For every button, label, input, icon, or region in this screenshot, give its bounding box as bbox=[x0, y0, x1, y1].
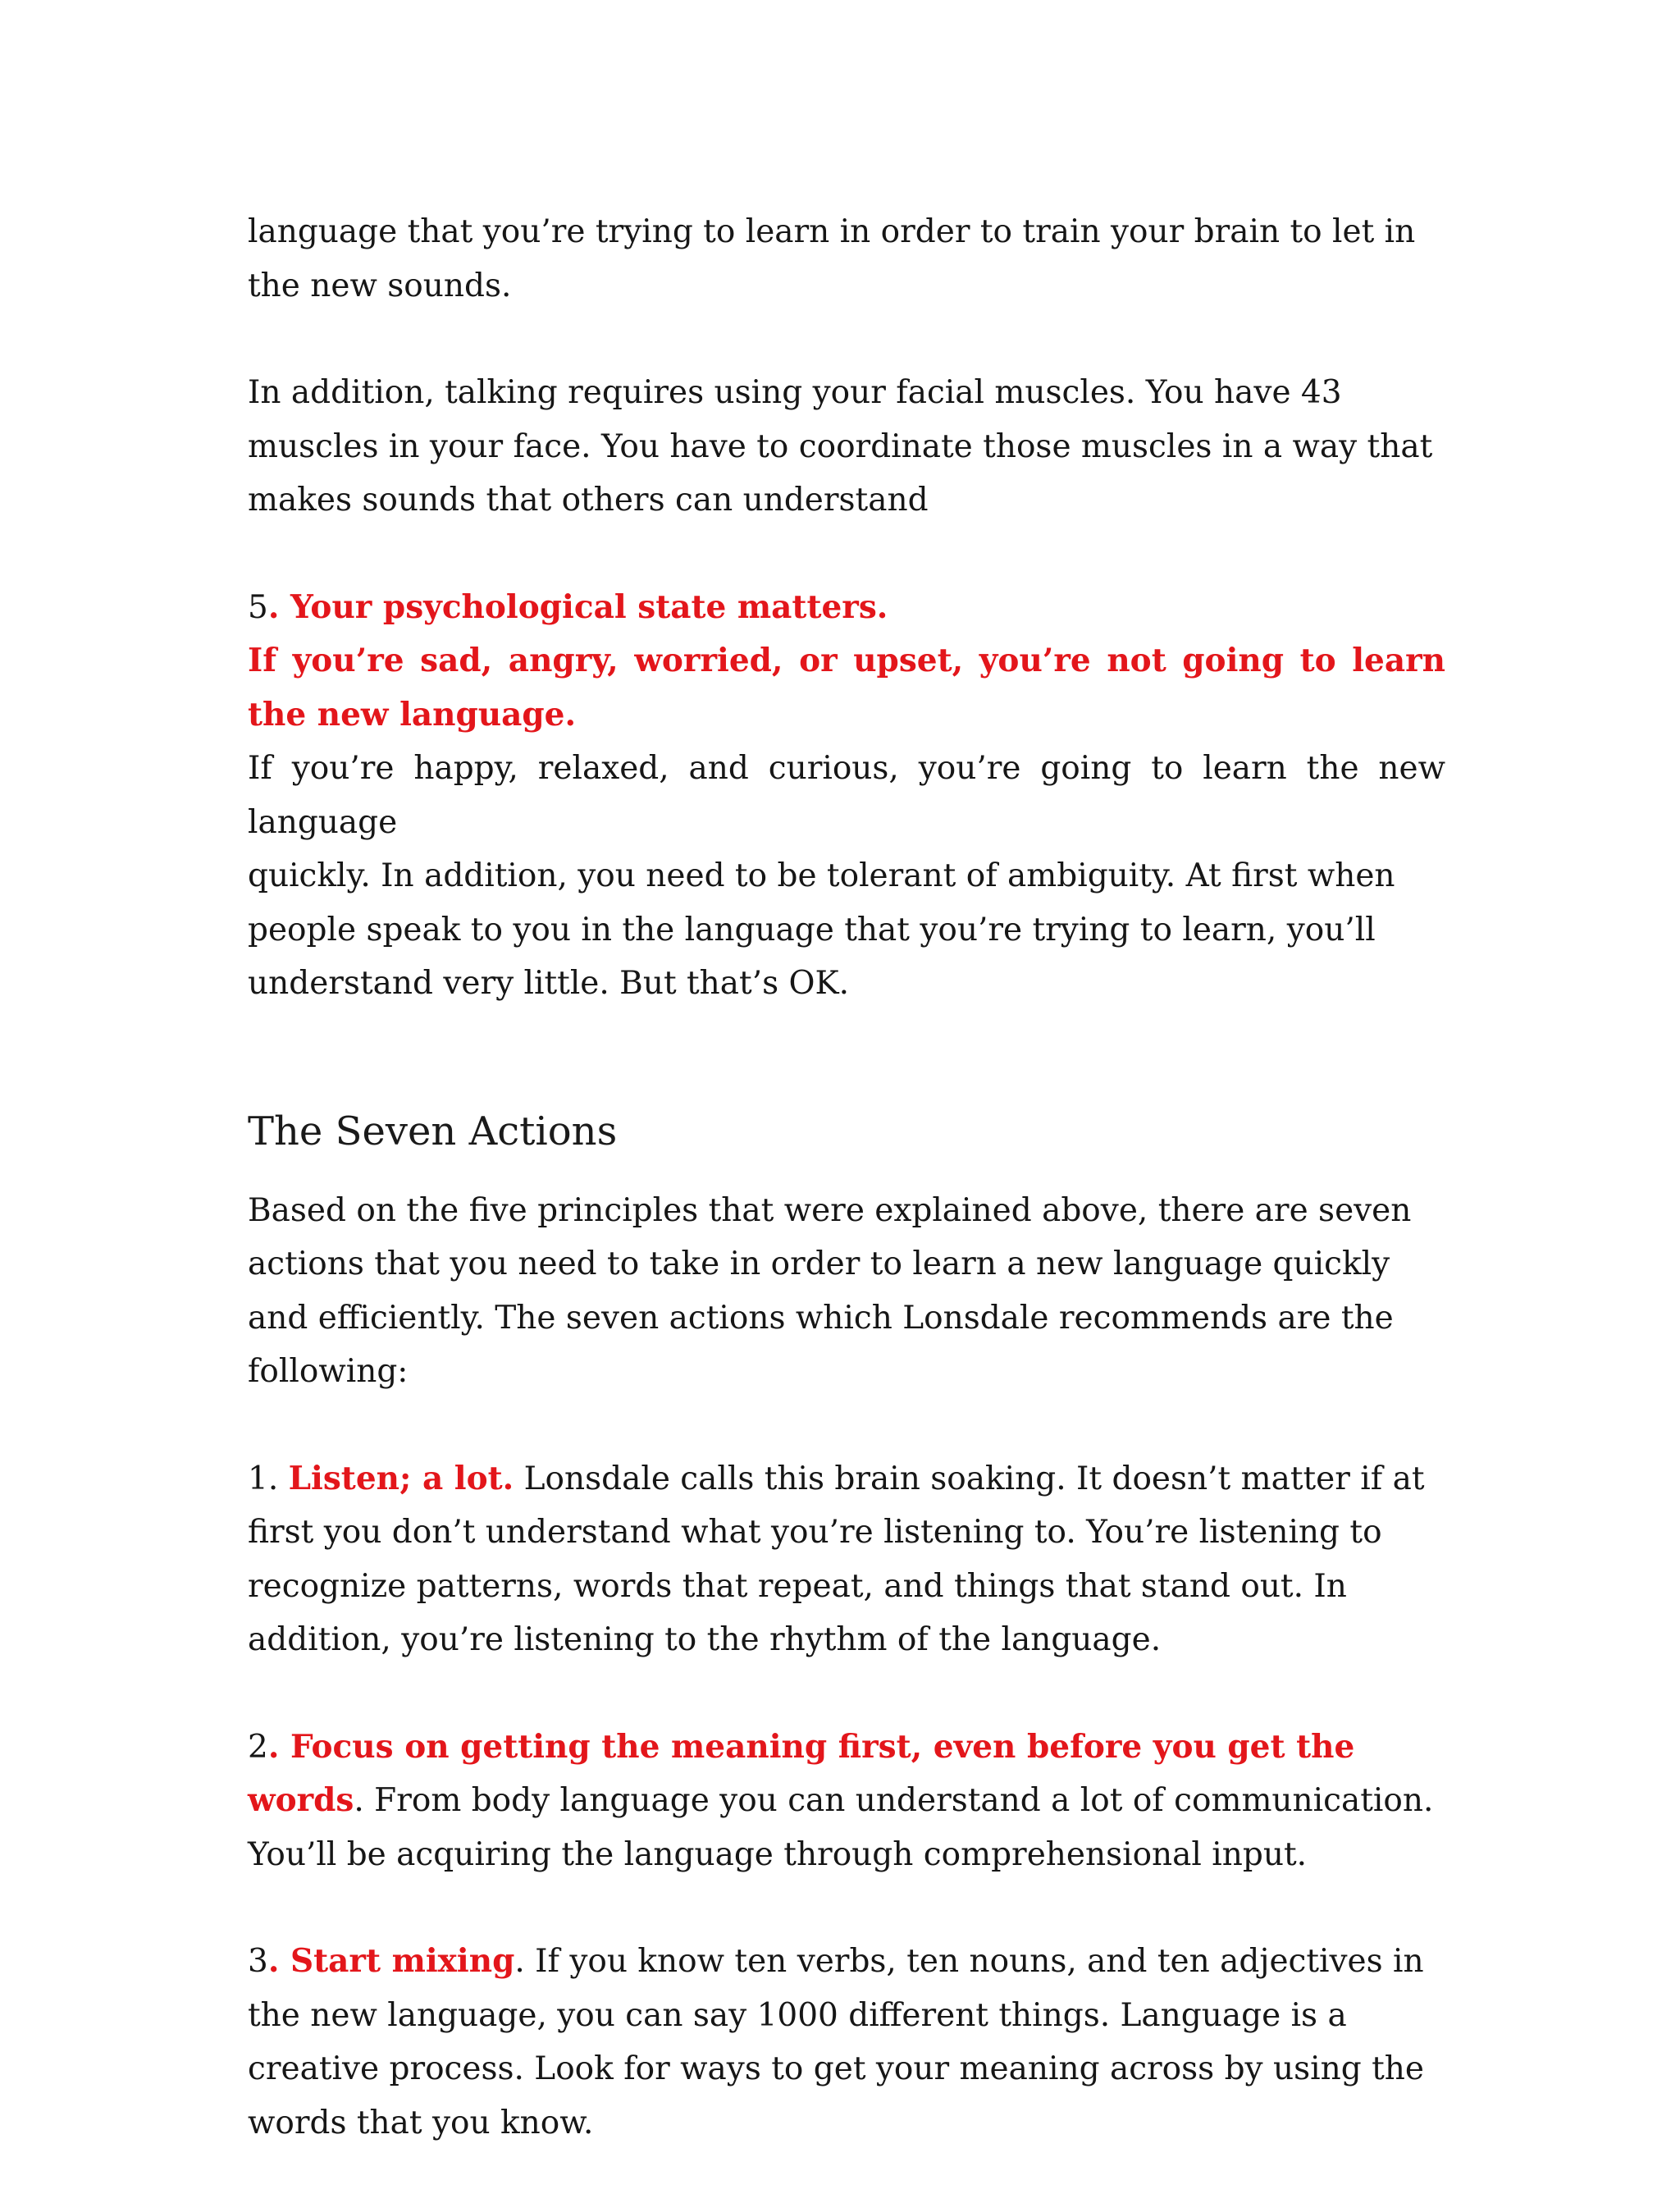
principle-5-body-line-1: If you’re happy, relaxed, and curious, you’re going to learn the new language bbox=[248, 750, 1445, 841]
action-number: 1. bbox=[248, 1460, 289, 1497]
principle-5-number: 5 bbox=[248, 588, 268, 626]
action-item bbox=[248, 1721, 1445, 1882]
action-title: . Focus on getting the meaning first, even before you get the words bbox=[248, 1727, 1355, 1819]
action-number: 3 bbox=[248, 1943, 268, 1980]
action-title: Listen; a lot. bbox=[288, 1459, 514, 1497]
section-heading: The Seven Actions bbox=[248, 1108, 618, 1154]
principle-5-title-text: . Your psychological state matters. bbox=[267, 587, 888, 626]
action-text: . If you know ten verbs, ten nouns, and ten adjectives in the new language, you can say 1000 different things. Language is a creative process. Look for ways to get your meaning across by using the words that you know. bbox=[248, 1943, 1424, 2141]
action-title: . Start mixing bbox=[267, 1942, 515, 1980]
principle-5-warning-line-1: If you’re sad, angry, worried, or upset, you’re not going to learn bbox=[248, 642, 1445, 679]
action-text: . From body language you can understand a lot of communication. You’ll be acquiring the language through comprehensional input. bbox=[248, 1782, 1434, 1873]
principle-5-body: quickly. In addition, you need to be tolerant of ambiguity. At first when people speak to you in the language that you’re trying to learn, you’ll understand very little. But that’s OK. bbox=[248, 857, 1395, 1002]
action-number: 2 bbox=[248, 1728, 268, 1766]
principle-5-warning-line-2: the new language. bbox=[248, 695, 577, 734]
intro-paragraph-1: language that you’re trying to learn in order to train your brain to let in the new sounds. bbox=[248, 213, 1416, 304]
action-text: Lonsdale calls this brain soaking. It doesn’t matter if at first you don’t understand what you’re listening to. You’re listening to recognize patterns, words that repeat, and things that stand out. In addition, you’re listening to the rhythm of the language. bbox=[248, 1460, 1425, 1658]
principle-5-block bbox=[248, 581, 1445, 1011]
section-intro: Based on the five principles that were explained above, there are seven actions that you need to take in order to learn a new language quickly and efficiently. The seven actions which Lonsdale recommends are the following: bbox=[248, 1191, 1412, 1390]
intro-paragraph-2: In addition, talking requires using your facial muscles. You have 43 muscles in your face. You have to coordinate those muscles in a way that makes sounds that others can understand bbox=[248, 374, 1433, 519]
principle-5-title bbox=[248, 581, 1445, 635]
action-item bbox=[248, 1935, 1445, 2150]
action-item bbox=[248, 1452, 1445, 1667]
document-body bbox=[248, 205, 1445, 2203]
